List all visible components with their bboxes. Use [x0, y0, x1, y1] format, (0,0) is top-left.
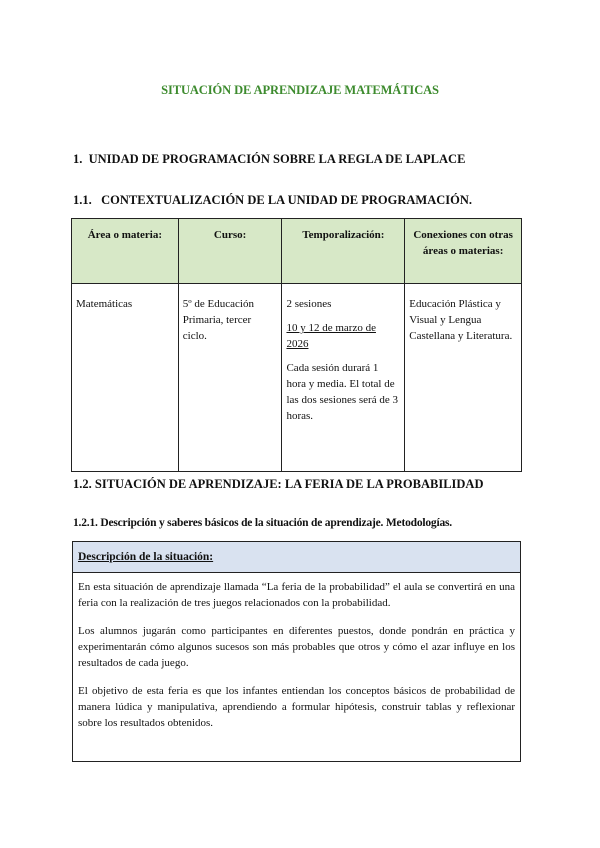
description-header	[73, 542, 520, 573]
header-curso: Curso:	[178, 219, 282, 284]
section-heading-1-2-1: 1.2.1. Descripción y saberes básicos de la situación de aprendizaje. Metodologías.	[73, 517, 452, 529]
context-table-row	[72, 284, 522, 472]
description-paragraph: El objetivo de esta feria es que los infantes entiendan los conceptos básicos de probabilidad de manera lúdica y manipulativa, aprendiendo a formular hipótesis, construir tablas y reflexionar sobre los resultados obtenidos.	[78, 685, 515, 729]
temporalizacion-duracion: Cada sesión durará 1 hora y media. El total de las dos sesiones será de 3 horas.	[286, 362, 398, 422]
description-box	[72, 541, 521, 762]
description-paragraph: En esta situación de aprendizaje llamada “La feria de la probabilidad” el aula se convertirá en una feria con la realización de tres juegos relacionados con la probabilidad.	[78, 581, 515, 609]
context-table	[71, 218, 522, 472]
description-body	[73, 573, 520, 731]
header-conexiones: Conexiones con otras áreas o materias:	[405, 219, 522, 284]
description-header-label: Descripción de la situación:	[78, 551, 214, 563]
section-heading-1: 1. UNIDAD DE PROGRAMACIÓN SOBRE LA REGLA DE LAPLACE	[73, 152, 466, 166]
section-heading-1-1: 1.1. CONTEXTUALIZACIÓN DE LA UNIDAD DE PROGRAMACIÓN.	[73, 193, 472, 207]
cell-curso: 5º de Educación Primaria, tercer ciclo.	[178, 284, 282, 472]
section-heading-1-2: 1.2. SITUACIÓN DE APRENDIZAJE: LA FERIA DE LA PROBABILIDAD	[73, 477, 484, 491]
temporalizacion-fechas: 10 y 12 de marzo de 2026	[286, 322, 376, 350]
cell-conexiones: Educación Plástica y Visual y Lengua Castellana y Literatura.	[405, 284, 522, 472]
cell-area: Matemáticas	[72, 284, 179, 472]
description-paragraph: Los alumnos jugarán como participantes en diferentes puestos, donde pondrán en práctica y experimentarán cómo algunos sucesos son más probables que otros y cómo el azar influye en los resultados de cada juego.	[78, 625, 515, 669]
context-table-header-row	[72, 219, 522, 284]
document-title: SITUACIÓN DE APRENDIZAJE MATEMÁTICAS	[161, 83, 439, 97]
header-area: Área o materia:	[72, 219, 179, 284]
header-temporalizacion: Temporalización:	[282, 219, 405, 284]
temporalizacion-sesiones: 2 sesiones	[286, 298, 332, 310]
cell-temporalizacion	[282, 284, 405, 472]
